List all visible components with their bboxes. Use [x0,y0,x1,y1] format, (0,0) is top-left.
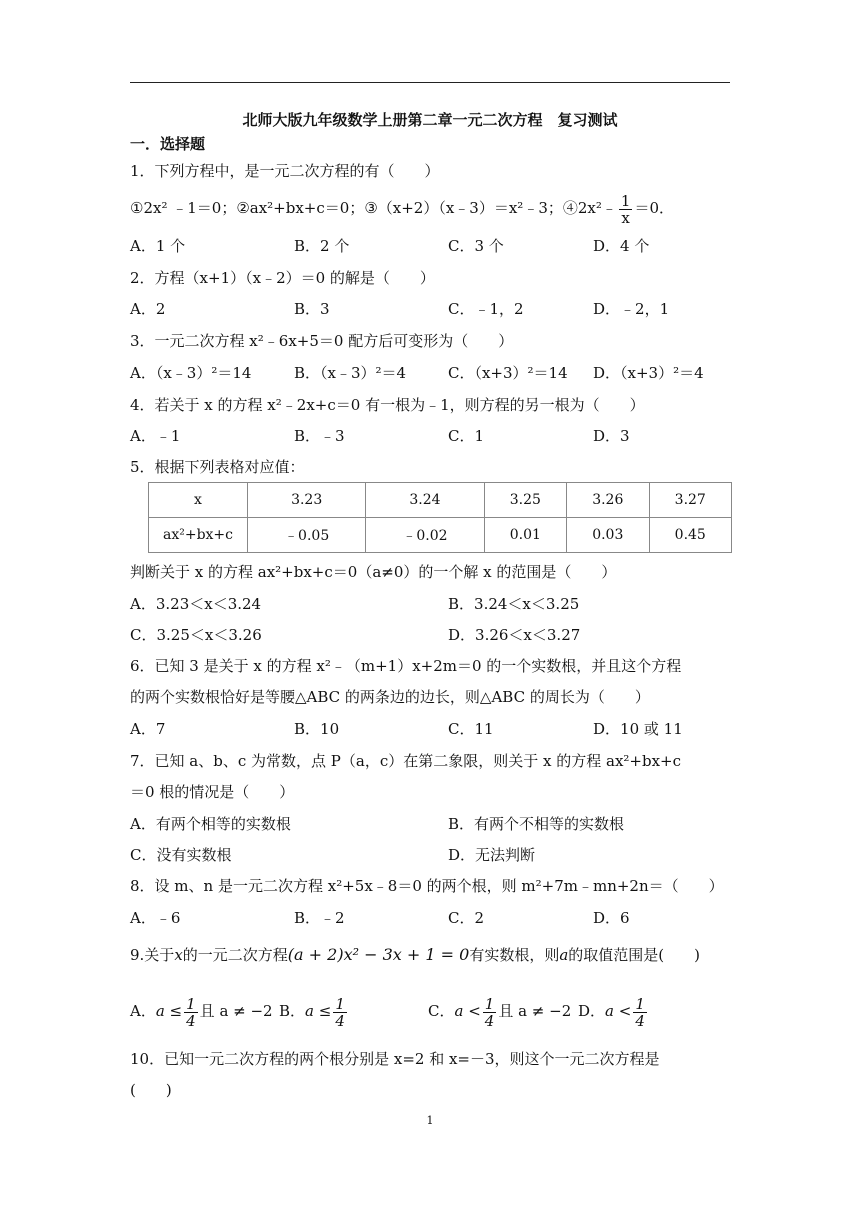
q6-option-c: C．11 [448,720,494,738]
q2-option-b: B．3 [294,300,330,318]
page-number: 1 [426,1114,434,1127]
q6-line-2: 的两个实数根恰好是等腰△ABC 的两条边的边长，则△ABC 的周长为（ ） [130,688,650,706]
q7-option-b: B．有两个不相等的实数根 [448,815,625,833]
table-cell: ﹣0.02 [366,518,484,553]
q3-option-d: D．（x+3）²＝4 [593,364,704,382]
q10-line-2: ( ) [130,1081,172,1099]
q1-option-a: A．1 个 [130,237,186,255]
section-heading: 一．选择题 [130,135,206,153]
q4-option-d: D．3 [593,427,630,445]
q8-stem: 8．设 m、n 是一元二次方程 x²+5x﹣8＝0 的两个根，则 m²+7m﹣mn+2n＝（ ） [130,877,724,895]
header-rule [130,82,730,83]
table-cell: 3.24 [366,483,484,518]
q2-option-a: A．2 [130,300,166,318]
q2-option-d: D．﹣2，1 [593,300,670,318]
q5-option-b: B．3.24＜x＜3.25 [448,595,580,613]
table-cell: 0.01 [484,518,566,553]
q8-option-c: C．2 [448,909,485,927]
q10-line-1: 10．已知一元二次方程的两个根分别是 x=2 和 x=－3，则这个一元二次方程是 [130,1050,660,1068]
values-table [148,482,732,553]
q5-option-a: A．3.23＜x＜3.24 [130,595,262,613]
q8-option-a: A．﹣6 [130,909,181,927]
q1-option-b: B．2 个 [294,237,350,255]
table-cell: ax²+bx+c [149,518,248,553]
table-cell: 3.27 [649,483,732,518]
q9-stem: 9.关于x的一元二次方程(a + 2)x² − 3x + 1 = 0有实数根，则a的取值范围是( ) [130,945,700,964]
table-cell: x [149,483,248,518]
table-cell: ﹣0.05 [248,518,366,553]
table-cell: 3.23 [248,483,366,518]
q4-stem: 4．若关于 x 的方程 x²﹣2x+c＝0 有一根为﹣1，则方程的另一根为（ ） [130,396,645,414]
table-cell: 0.03 [567,518,649,553]
q3-option-a: A．（x﹣3）²＝14 [130,364,252,382]
q7-option-a: A．有两个相等的实数根 [130,815,291,833]
q3-option-c: C．（x+3）²＝14 [448,364,568,382]
q8-option-b: B．﹣2 [294,909,345,927]
q4-option-c: C．1 [448,427,485,445]
q6-line-1: 6．已知 3 是关于 x 的方程 x²﹣（m+1）x+2m＝0 的一个实数根，并且这个方程 [130,657,682,675]
q5-option-d: D．3.26＜x＜3.27 [448,626,581,644]
q5-option-c: C．3.25＜x＜3.26 [130,626,262,644]
q6-option-d: D．10 或 11 [593,720,683,738]
q5-stem: 5．根据下列表格对应值： [130,458,305,476]
q1-option-c: C．3 个 [448,237,504,255]
q6-option-a: A．7 [130,720,166,738]
q6-option-b: B．10 [294,720,340,738]
q4-option-b: B．﹣3 [294,427,345,445]
q7-option-d: D．无法判断 [448,846,536,864]
q5-question: 判断关于 x 的方程 ax²+bx+c＝0（a≠0）的一个解 x 的范围是（ ） [130,563,617,581]
q7-line-1: 7．已知 a、b、c 为常数，点 P（a，c）在第二象限，则关于 x 的方程 ax²+bx+c [130,752,682,770]
q8-option-d: D．6 [593,909,630,927]
q9-option-d: D．a < $\frac{1}{4}$ [578,994,645,1030]
q4-option-a: A．﹣1 [130,427,181,445]
q9-equation: (a + 2)x² − 3x + 1 = 0 [287,945,470,964]
q1-stem: 1．下列方程中，是一元二次方程的有（ ） [130,162,440,180]
q3-option-b: B．（x﹣3）²＝4 [294,364,407,382]
page-title: 北师大版九年级数学上册第二章一元二次方程 复习测试 [242,111,618,129]
q2-option-c: C．﹣1，2 [448,300,524,318]
q2-stem: 2．方程（x+1）（x﹣2）＝0 的解是（ ） [130,269,435,287]
table-row [149,483,732,518]
table-cell: 3.25 [484,483,566,518]
q3-stem: 3．一元二次方程 x²﹣6x+5＝0 配方后可变形为（ ） [130,332,514,350]
q7-line-2: ＝0 根的情况是（ ） [130,783,295,801]
table-cell: 0.45 [649,518,732,553]
q9-option-c: C．a < $\frac{1}{4}$ 且 a ≠ −2 [428,994,572,1030]
q1-option-d: D．4 个 [593,237,650,255]
q7-option-c: C．没有实数根 [130,846,232,864]
table-cell: 3.26 [567,483,649,518]
table-row [149,518,732,553]
q9-option-b: B．a ≤ $\frac{1}{4}$ [279,994,345,1030]
q1-equations: ①2x² ﹣1＝0；②ax²+bx+c＝0；③（x+2）（x﹣3）＝x²﹣3；④2x²﹣ $\frac{1}{x}$ ＝0． [130,191,674,227]
q1-fraction: $\frac{1}{x}$ [620,191,631,227]
q9-option-a: A．a ≤ $\frac{1}{4}$ 且 a ≠ −2 [130,994,273,1030]
